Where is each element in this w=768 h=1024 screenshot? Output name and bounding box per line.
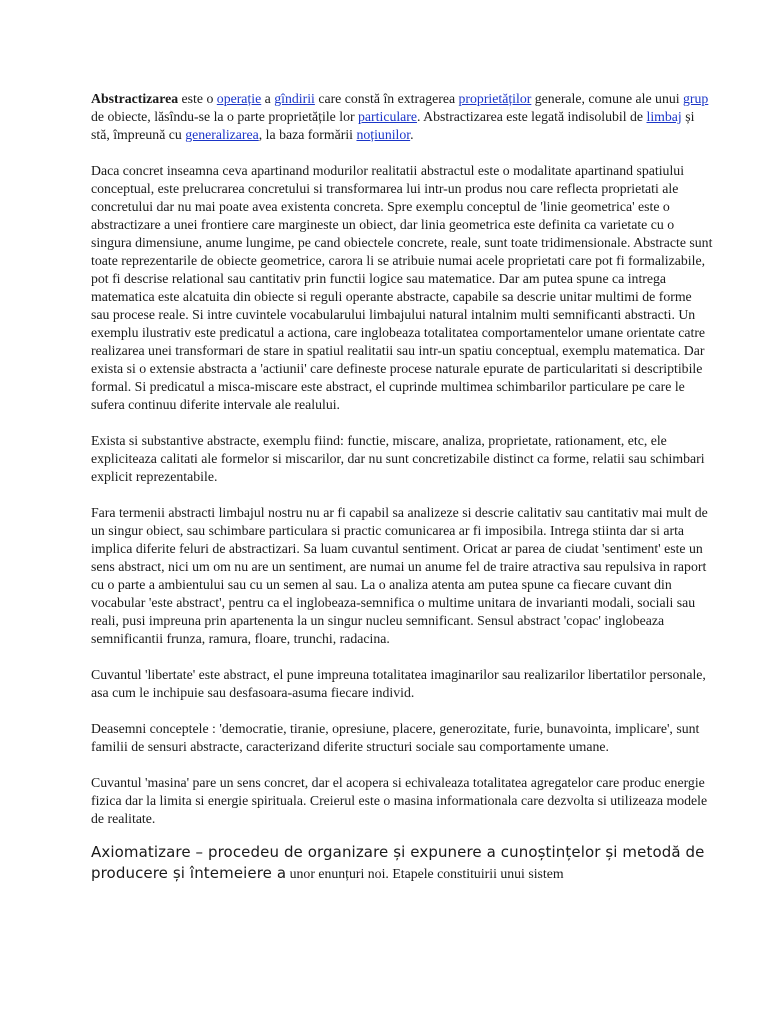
link-proprietatilor[interactable]: proprietăților <box>458 91 532 106</box>
body-paragraph-2: Exista si substantive abstracte, exemplu fiind: functie, miscare, analiza, proprietate, rationament, etc, ele expliciteaza calitati ale formelor si miscarilor, dar nu sunt concretizabile distinct ca forme, relatii sau schimbari explicit reprezentabile. <box>91 433 705 484</box>
document-body <box>91 90 713 902</box>
body-paragraph-3: Fara termenii abstracti limbajul nostru nu ar fi capabil sa analizeze si descrie calitativ sau cantitativ mai mult de un singur obiect, sau schimbare particulara si practic comunicarea ar fi imposibila. Intrega stiinta dar si arta implica diferite feluri de abstractizari. Sa luam cuvantul sentiment. Oricat ar parea de ciudat 'sentiment' este un sens abstract, nici um om nu are un sentiment, are numai un anume fel de traire atractiva sau repulsiva in raport cu o parte a ambientului sau cu un semen al sau. La o analiza atenta am putea spune ca fiecare cuvant din vocabular 'este abstract', pentru ca el inglobeaza-semnifica o multime unitara de invarianti modali, sociali sau reali, pusi impreuna prin apartenenta la un singur nucleu semnificant. Sensul abstract 'copac' inglobeaza semnificantii frunza, ramura, floare, trunchi, radacina. <box>91 505 708 646</box>
body-paragraph-4: Cuvantul 'libertate' este abstract, el pune impreuna totalitatea imaginarilor sau realizarilor libertatilor personale, asa cum le inchipuie sau desfasoara-asuma fiecare individ. <box>91 667 706 700</box>
link-limbaj[interactable]: limbaj <box>646 109 682 124</box>
link-notiunilor[interactable]: noțiunilor <box>356 127 411 142</box>
body-paragraph-6: Cuvantul 'masina' pare un sens concret, dar el acopera si echivaleaza totalitatea agregatelor care produc energie fizica dar la limita si energie spirituala. Creierul este o masina informationala care dezvolta si utilizeaza modele de realitate. <box>91 775 708 826</box>
axiomatizare-lead: Axiomatizare – procedeu de organizare și expunere a cunoștințelor și metodă de producere și întemeiere a <box>91 843 705 882</box>
body-paragraph-5: Deasemni conceptele : 'democratie, tiranie, opresiune, placere, generozitate, furie, bunavointa, implicare', sunt familii de sensuri abstracte, caracterizand diferite structuri sociale sau comportamente umane. <box>91 721 700 754</box>
link-generalizarea[interactable]: generalizarea <box>185 127 259 142</box>
axiomatizare-continuation: unor enunțuri noi. Etapele constituirii unui sistem <box>286 866 564 881</box>
link-gandirii[interactable]: gîndirii <box>274 91 315 106</box>
link-particulare[interactable]: particulare <box>358 109 418 124</box>
link-grup[interactable]: grup <box>683 91 709 106</box>
body-paragraph-1: Daca concret inseamna ceva apartinand modurilor realitatii abstractul este o modalitate apartinand spatiului conceptual, este prelucrarea concretului si transformarea lui intr-un produs nou care reflecta proprietati ale concretului dar nu mai poate avea existenta concreta. Spre exemplu conceptul de 'linie geometrica' este o abstractizare a unei frontiere care margineste un obiect, dar linia geometrica este definita ca varietate cu o singura dimensiune, anume lungime, pe cand obiectele concrete, reale, sunt toate tridimensionale. Abstracte sunt toate reprezentarile de obiecte geometrice, carora li se atribuie numai acele proprietati care pot fi formalizabile, pot fi descrise relational sau cantitativ prin functii logice sau matematice. Dar am putea spune ca intrega matematica este alcatuita din obiecte si reguli operante abstracte, capabile sa descrie unitar multimi de forme sau procese reale. Si intre cuvintele vocabularului limbajului natural intalnim multi semnificanti abstracti. Un exemplu ilustrativ este predicatul a actiona, care inglobeaza totalitatea comportamentelor umane orientate catre realizarea unei transformari de stare in spatiul realitatii sau intr-un spatiu conceptual, exemplu matematica. Dar exista si o extensie abstracta a 'actiunii' care defineste procese naturale epurate de particularitati si descriptibile formal. Si predicatul a misca-miscare este abstract, el cuprinde multimea schimbarilor particulare pe care le sufera continuu diferite intervale ale realului. <box>91 163 713 412</box>
axiomatizare-paragraph <box>91 842 713 884</box>
lead-term: Abstractizarea <box>91 91 179 106</box>
link-operatie[interactable]: operație <box>216 91 262 106</box>
intro-paragraph: Abstractizarea este o operație a gîndirii care constă în extragerea proprietăților generale, comune ale unui grup de obiecte, lăsîndu-se la o parte proprietățile lor particulare. Abstractizarea este legată indisolubil de limbaj și stă, împreună cu generalizarea, la baza formării noțiunilor. <box>91 91 709 142</box>
